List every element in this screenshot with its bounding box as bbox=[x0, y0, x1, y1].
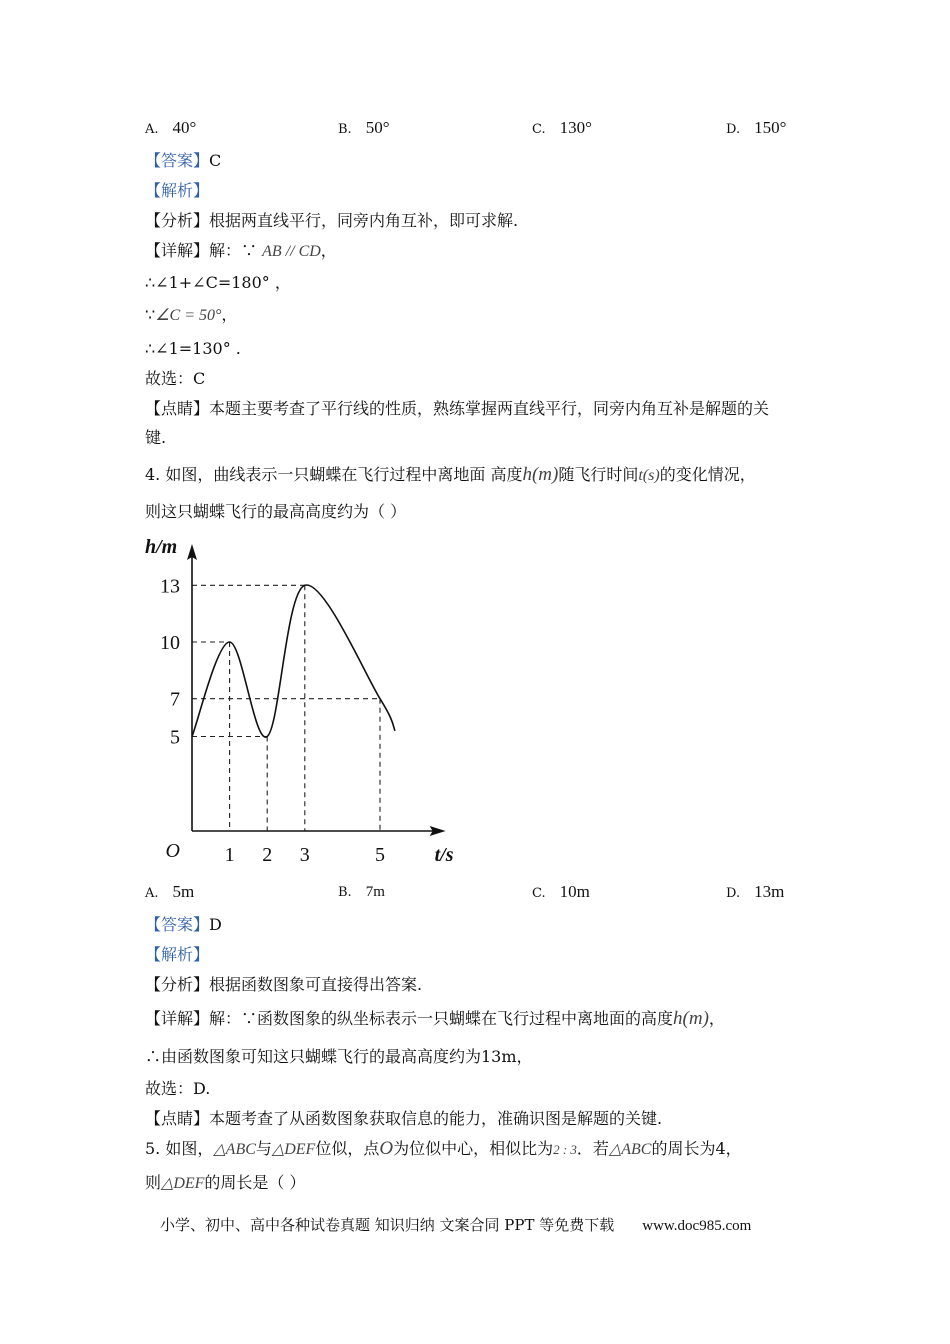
origin-label: O bbox=[165, 840, 180, 862]
option-label: C. bbox=[532, 886, 546, 901]
x-tick-label-1: 1 bbox=[224, 844, 235, 866]
detail-tag: 【详解】 bbox=[145, 241, 210, 260]
x-tick-label-5: 5 bbox=[375, 844, 385, 866]
option-label: B. bbox=[338, 885, 352, 900]
q3-detail bbox=[145, 240, 337, 263]
q3-step3: ∴∠1=130° . bbox=[145, 339, 241, 358]
stem-math-t: t(s) bbox=[638, 467, 660, 484]
x-tick-label-3: 3 bbox=[299, 844, 310, 866]
page-footer bbox=[160, 1214, 751, 1235]
detail-suffix: ， bbox=[708, 1009, 725, 1028]
stem-text: 为位似中心，相似比为 bbox=[393, 1139, 554, 1158]
footer-text: 小学、初中、高中各种试卷真题 知识归纳 文案合同 PPT 等免费下载 bbox=[160, 1216, 615, 1234]
analysis-text: 根据函数图象可直接得出答案. bbox=[209, 975, 423, 994]
q4-stem-line1 bbox=[145, 464, 756, 487]
jiexi-tag: 【解析】 bbox=[145, 181, 210, 200]
option-label: A. bbox=[145, 886, 159, 901]
detail-text: 解：∵函数图象的纵坐标表示一只蝴蝶在飞行过程中离地面的高度 bbox=[209, 1009, 674, 1028]
stem-text: ．若 bbox=[576, 1139, 609, 1158]
detail-suffix: ， bbox=[320, 241, 337, 260]
q4-step1: ∴由函数图象可知这只蝴蝶飞行的最高高度约为13m， bbox=[145, 1047, 533, 1066]
stem-math: △DEF bbox=[161, 1175, 205, 1192]
stem-text: 随飞行时间 bbox=[558, 465, 639, 484]
q3-comment-cont: 键. bbox=[145, 428, 167, 447]
q3-step1: ∴∠1+∠C=180° ， bbox=[145, 273, 291, 292]
comment-text: 本题主要考查了平行线的性质，熟练掌握两直线平行，同旁内角互补是解题的关 bbox=[209, 399, 770, 418]
option-value: 7m bbox=[365, 884, 385, 900]
stem-math-h: h(m) bbox=[522, 464, 559, 485]
q4-option-c bbox=[532, 882, 590, 902]
q3-step2 bbox=[145, 304, 237, 327]
detail-math: AB // CD bbox=[262, 243, 321, 260]
detail-tag: 【详解】 bbox=[145, 1009, 210, 1028]
option-value: 130° bbox=[559, 118, 592, 137]
stem-text: 的变化情况， bbox=[659, 465, 756, 484]
q4-jiexi bbox=[145, 944, 209, 966]
answer-value: C bbox=[209, 151, 222, 170]
q3-choice: 故选：C bbox=[145, 369, 206, 388]
answer-tag: 【答案】 bbox=[145, 915, 210, 934]
q3-answer bbox=[145, 150, 221, 172]
option-label: B. bbox=[338, 122, 352, 137]
q3-option-d bbox=[726, 118, 786, 138]
stem-math: △DEF bbox=[271, 1141, 316, 1158]
stem-text: 则 bbox=[145, 1173, 162, 1192]
option-label: D. bbox=[726, 886, 741, 901]
option-value: 13m bbox=[754, 882, 785, 901]
jiexi-tag: 【解析】 bbox=[145, 945, 210, 964]
option-value: 50° bbox=[365, 118, 390, 137]
x-axis-label: t/s bbox=[434, 844, 454, 866]
comment-tag: 【点睛】 bbox=[145, 399, 210, 418]
stem-text: 4. 如图，曲线表示一只蝴蝶在飞行过程中离地面 高度 bbox=[145, 465, 523, 484]
y-tick-label-10: 10 bbox=[160, 632, 180, 654]
answer-value: D bbox=[209, 915, 222, 934]
option-value: 150° bbox=[754, 118, 787, 137]
option-label: C. bbox=[532, 122, 546, 137]
step2-suffix: ， bbox=[221, 305, 238, 324]
q3-comment bbox=[145, 398, 769, 420]
comment-text: 本题考查了从函数图象获取信息的能力，准确识图是解题的关键. bbox=[209, 1109, 663, 1128]
q4-option-d bbox=[726, 882, 784, 902]
stem-math: △ABC bbox=[213, 1141, 256, 1158]
x-tick-label-2: 2 bbox=[262, 844, 273, 866]
q3-option-c bbox=[532, 118, 592, 138]
chart-layer bbox=[145, 536, 454, 866]
answer-tag: 【答案】 bbox=[145, 151, 210, 170]
option-label: A. bbox=[145, 122, 159, 137]
stem-text: 的周长为4， bbox=[651, 1139, 742, 1158]
option-label: D. bbox=[726, 122, 741, 137]
step2-math: ∠C = 50° bbox=[155, 307, 222, 324]
q4-detail bbox=[145, 1008, 725, 1030]
stem-text: 的周长是（ ） bbox=[204, 1173, 306, 1192]
y-tick-label-5: 5 bbox=[170, 726, 180, 749]
y-tick-label-13: 13 bbox=[160, 575, 180, 598]
analysis-tag: 【分析】 bbox=[145, 975, 210, 994]
height-time-chart bbox=[145, 530, 465, 870]
stem-math: 2 : 3 bbox=[553, 1142, 577, 1157]
stem-text: 5. 如图， bbox=[145, 1139, 214, 1158]
height-curve bbox=[192, 585, 395, 737]
q4-choice: 故选：D. bbox=[145, 1079, 211, 1098]
footer-url: www.doc985.com bbox=[642, 1218, 752, 1234]
q3-analysis bbox=[145, 210, 518, 232]
q5-stem-line1 bbox=[145, 1138, 742, 1161]
q5-stem-line2 bbox=[145, 1172, 306, 1195]
q3-option-b bbox=[338, 118, 390, 138]
y-tick-label-7: 7 bbox=[170, 688, 180, 711]
stem-text: 位似，点 bbox=[315, 1139, 380, 1158]
stem-text: 与 bbox=[255, 1139, 272, 1158]
analysis-text: 根据两直线平行，同旁内角互补，即可求解. bbox=[209, 211, 519, 230]
q4-option-b bbox=[338, 882, 385, 901]
option-value: 5m bbox=[172, 882, 195, 901]
q4-analysis bbox=[145, 974, 422, 996]
stem-math: △ABC bbox=[608, 1141, 652, 1158]
step2-prefix: ∵ bbox=[145, 305, 156, 324]
stem-math: O bbox=[379, 1138, 394, 1159]
comment-tag: 【点睛】 bbox=[145, 1109, 210, 1128]
detail-prefix: 解：∵ bbox=[209, 241, 258, 260]
analysis-tag: 【分析】 bbox=[145, 211, 210, 230]
option-value: 10m bbox=[559, 882, 590, 901]
q4-stem-line2: 则这只蝴蝶飞行的最高高度约为（ ） bbox=[145, 502, 407, 521]
q3-option-a bbox=[145, 118, 196, 138]
q4-option-a bbox=[145, 882, 194, 902]
option-value: 40° bbox=[172, 118, 197, 137]
q3-jiexi bbox=[145, 180, 209, 202]
y-axis-label: h/m bbox=[145, 535, 178, 558]
q4-answer bbox=[145, 914, 222, 936]
q4-comment bbox=[145, 1108, 662, 1130]
detail-math: h(m) bbox=[673, 1008, 709, 1029]
